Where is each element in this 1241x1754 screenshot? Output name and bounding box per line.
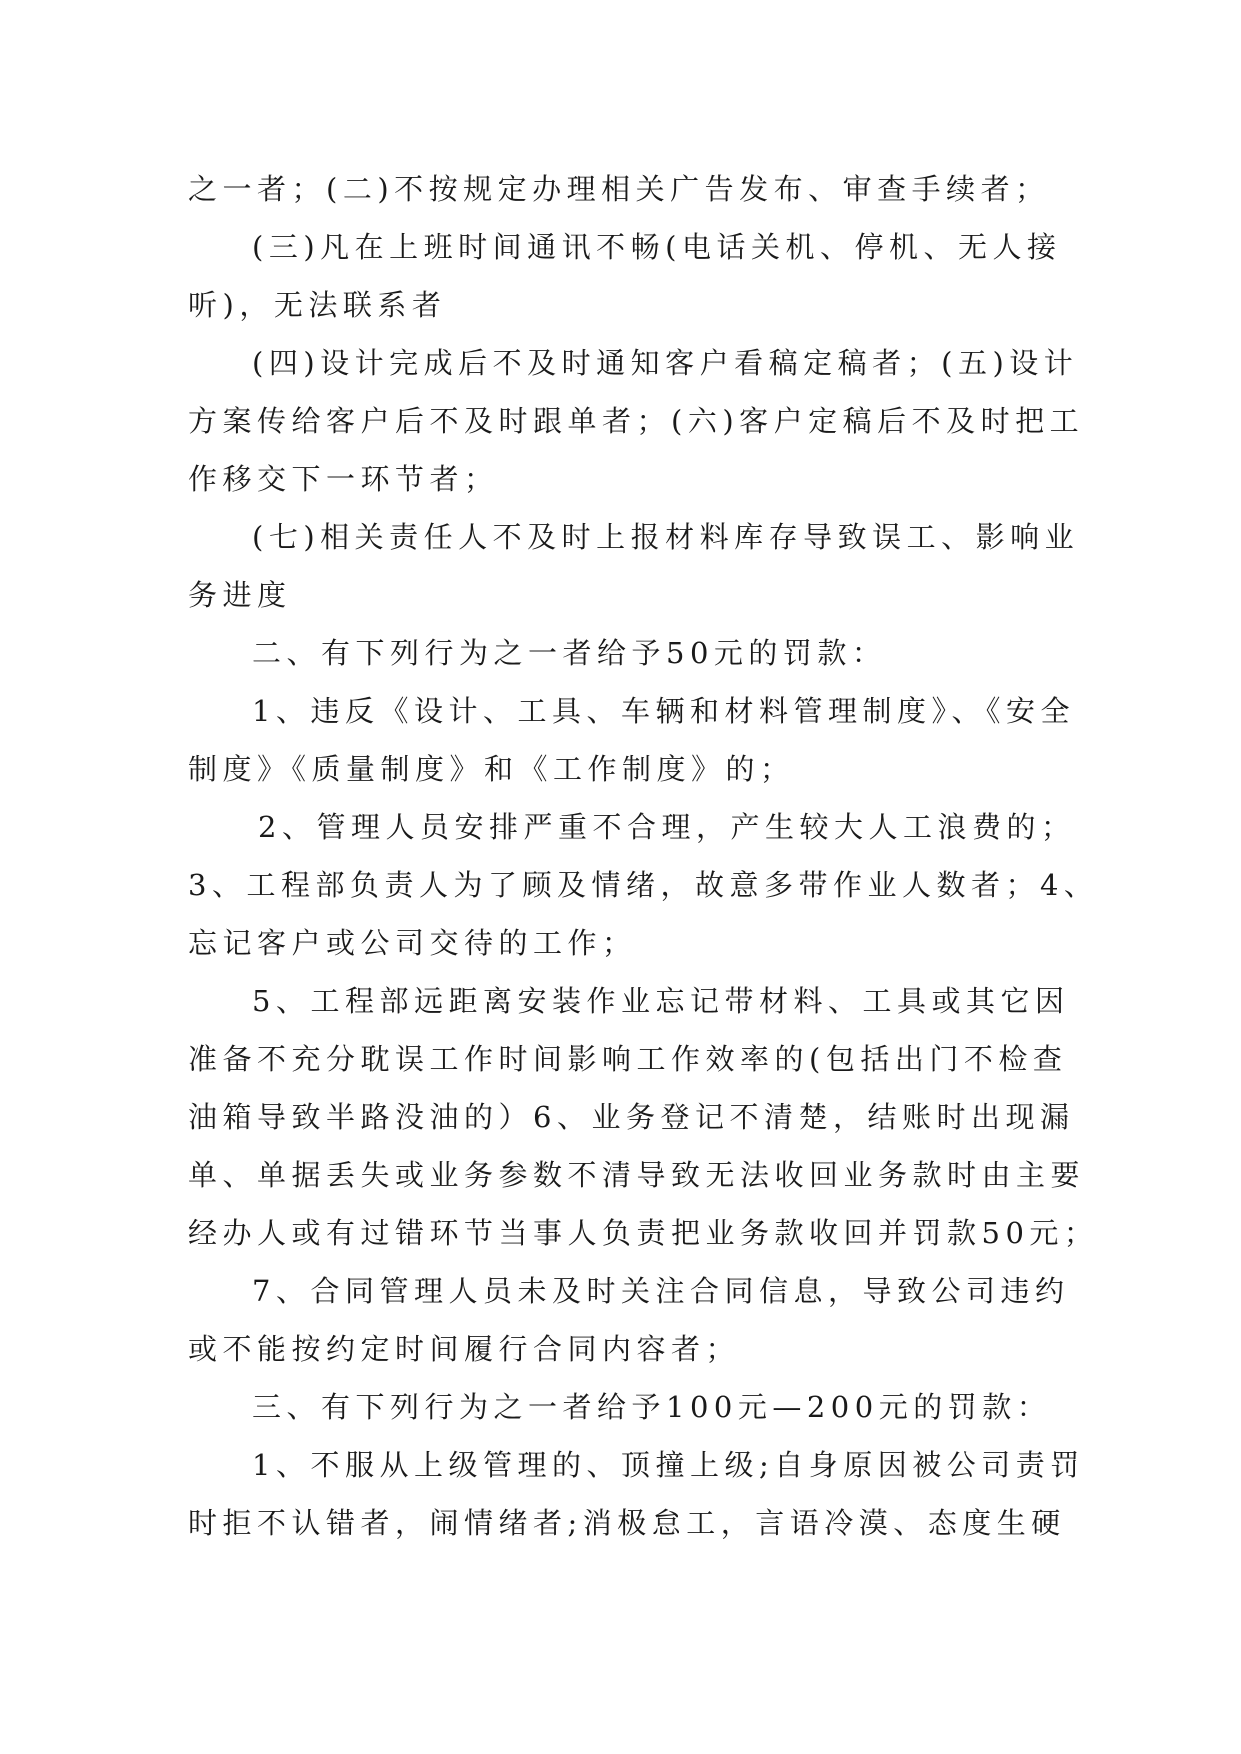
- text-line: 经办人或有过错环节当事人负责把业务款收回并罚款50元；: [188, 1216, 1099, 1250]
- text-line: 3、工程部负责人为了顾及情绪，故意多带作业人数者；4、: [188, 868, 1099, 902]
- text-line: 或不能按约定时间履行合同内容者；: [188, 1332, 741, 1366]
- section-heading: 三、有下列行为之一者给予100元—200元的罚款：: [252, 1390, 1052, 1424]
- text-line: 时拒不认错者，闹情绪者;消极怠工，言语冷漠、态度生硬: [188, 1506, 1066, 1540]
- text-line: (三)凡在上班时间通讯不畅(电话关机、停机、无人接: [252, 230, 1062, 264]
- text-line: 1、不服从上级管理的、顶撞上级;自身原因被公司责罚: [252, 1448, 1085, 1482]
- text-line: 2、管理人员安排严重不合理，产生较大人工浪费的；: [258, 810, 1076, 844]
- text-line: 之一者；(二)不按规定办理相关广告发布、审查手续者；: [188, 172, 1050, 206]
- text-line: 忘记客户或公司交待的工作；: [188, 926, 637, 960]
- text-line: 1、违反《设计、工具、车辆和材料管理制度》、《安全: [252, 694, 1075, 728]
- text-line: 作移交下一环节者；: [188, 462, 499, 496]
- text-line: 务进度: [188, 578, 292, 612]
- text-line: (四)设计完成后不及时通知客户看稿定稿者；(五)设计: [252, 346, 1079, 380]
- text-line: (七)相关责任人不及时上报材料库存导致误工、影响业: [252, 520, 1080, 554]
- section-heading: 二、有下列行为之一者给予50元的罚款：: [252, 636, 887, 670]
- text-line: 5、工程部远距离安装作业忘记带材料、工具或其它因: [252, 984, 1070, 1018]
- text-line: 单、单据丢失或业务参数不清导致无法收回业务款时由主要: [188, 1158, 1086, 1192]
- text-line: 制度》《质量制度》和《工作制度》的；: [188, 752, 795, 786]
- document-body: [188, 160, 1099, 1552]
- text-line: 方案传给客户后不及时跟单者；(六)客户定稿后不及时把工: [188, 404, 1085, 438]
- text-line: 听)，无法联系者: [188, 288, 447, 322]
- text-line: 准备不充分耽误工作时间影响工作效率的(包括出门不检查: [188, 1042, 1068, 1076]
- text-line: 7、合同管理人员未及时关注合同信息，导致公司违约: [252, 1274, 1070, 1308]
- text-line: 油箱导致半路没油的）6、业务登记不清楚，结账时出现漏: [188, 1100, 1075, 1134]
